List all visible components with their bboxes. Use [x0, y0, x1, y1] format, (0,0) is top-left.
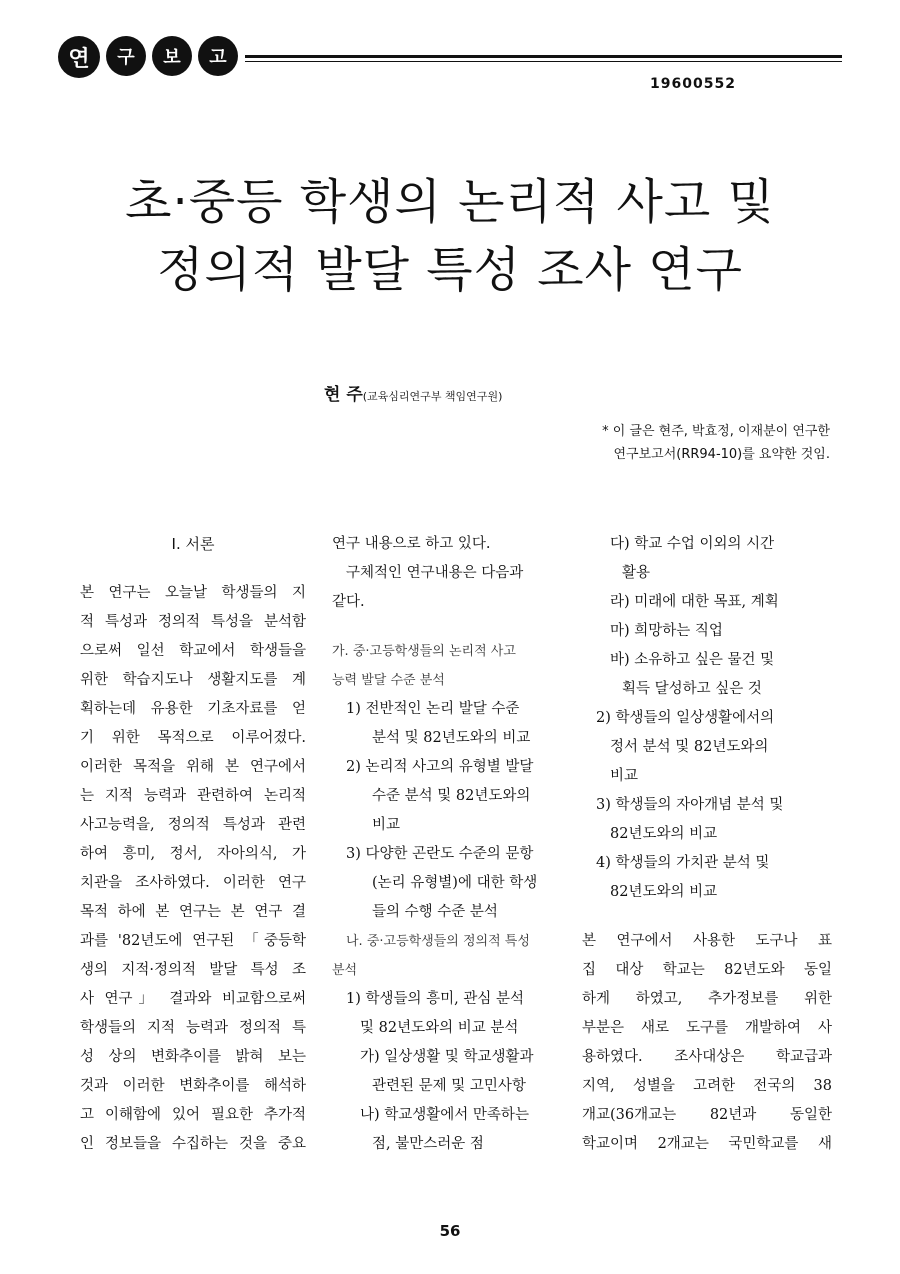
text-line: 본 연구에서 사용한 도구나 표	[582, 933, 832, 949]
text-line: 사고능력을, 정의적 특성과 관련	[80, 817, 306, 833]
list-item: 2) 논리적 사고의 유형별 발달	[346, 759, 534, 775]
text-line: 고 이해함에 있어 필요한 추가적	[80, 1107, 306, 1123]
title-line-1: 초·중등 학생의 논리적 사고 및	[125, 174, 775, 230]
sub-list-item: 바) 소유하고 싶은 물건 및	[610, 652, 775, 668]
sub-list-item: 마) 희망하는 직업	[610, 623, 723, 639]
text-line: 사 연구」 결과와 비교함으로써	[80, 991, 306, 1007]
section-badges	[58, 36, 238, 78]
list-heading-na: 나. 중·고등학생들의 정의적 특성	[346, 934, 530, 949]
text-line: 목적 하에 본 연구는 본 연구 결	[80, 904, 306, 920]
text-line: 획하는데 유용한 기초자료를 얻	[80, 701, 306, 717]
page-title	[0, 168, 900, 304]
column-3	[582, 530, 832, 1159]
text-line: 같다.	[332, 594, 365, 610]
sub-list-item-cont: 활용	[622, 565, 651, 581]
text-line: 하여 흥미, 정서, 자아의식, 가	[80, 846, 306, 862]
note-line-1: * 이 글은 현주, 박효정, 이재분이 연구한	[602, 424, 830, 439]
list-item-cont: 82년도와의 비교	[610, 826, 718, 842]
header-rule-thin	[245, 61, 842, 62]
author	[324, 380, 502, 405]
section-heading: I. 서론	[171, 535, 215, 553]
list-heading-na-cont: 분석	[332, 963, 358, 978]
list-item: 2) 학생들의 일상생활에서의	[596, 710, 775, 726]
list-item-cont: 수준 분석 및 82년도와의	[372, 788, 531, 804]
text-line: 성 상의 변화추이를 밝혀 보는	[80, 1049, 306, 1065]
text-line: 구체적인 연구내용은 다음과	[346, 565, 524, 581]
sub-list-item: 나) 학교생활에서 만족하는	[360, 1107, 529, 1123]
section-badge-2: 구	[106, 36, 146, 76]
spacer	[332, 617, 564, 637]
text-line: 생의 지적·정의적 발달 특성 조	[80, 962, 306, 978]
list-item: 3) 다양한 곤란도 수준의 문항	[346, 846, 534, 862]
text-line: 것과 이러한 변화추이를 해석하	[80, 1078, 306, 1094]
document-id: 19600552	[650, 76, 736, 92]
text-line: 기 위한 목적으로 이루어졌다.	[80, 730, 306, 746]
page-number: 56	[439, 1222, 461, 1240]
text-line: 치관을 조사하였다. 이러한 연구	[80, 875, 306, 891]
list-item-cont: 분석 및 82년도와의 비교	[372, 730, 531, 746]
list-item-cont: 82년도와의 비교	[610, 884, 718, 900]
list-heading-ga-cont: 능력 발달 수준 분석	[332, 673, 445, 688]
list-item-cont: (논리 유형별)에 대한 학생	[372, 875, 538, 891]
text-line: 개교(36개교는 82년과 동일한	[582, 1107, 832, 1123]
list-item-cont: 들의 수행 수준 분석	[372, 904, 498, 920]
title-line-2: 정의적 발달 특성 조사 연구	[156, 242, 744, 298]
text-line: 으로써 일선 학교에서 학생들을	[80, 643, 306, 659]
text-line: 집 대상 학교는 82년도와 동일	[582, 962, 832, 978]
list-item: 1) 전반적인 논리 발달 수준	[346, 701, 520, 717]
list-item: 4) 학생들의 가치관 분석 및	[596, 855, 770, 871]
list-item: 1) 학생들의 흥미, 관심 분석	[346, 991, 524, 1007]
section-badge-1: 연	[58, 36, 100, 78]
author-name: 현 주	[324, 385, 363, 405]
note-line-2: 연구보고서(RR94-10)를 요약한 것임.	[613, 447, 830, 462]
list-item: 3) 학생들의 자아개념 분석 및	[596, 797, 784, 813]
section-badge-3: 보	[152, 36, 192, 76]
text-line: 이러한 목적을 위해 본 연구에서	[80, 759, 306, 775]
text-line: 용하였다. 조사대상은 학교급과	[582, 1049, 832, 1065]
column-1	[80, 530, 306, 1159]
column-2	[332, 530, 564, 1159]
text-line: 지역, 성별을 고려한 전국의 38	[582, 1078, 832, 1094]
sub-list-item-cont: 획득 달성하고 싶은 것	[622, 681, 762, 697]
summary-note	[602, 420, 830, 466]
author-affiliation: (교육심리연구부 책임연구원)	[362, 390, 503, 403]
sub-list-item-cont: 점, 불만스러운 점	[372, 1136, 484, 1152]
text-line: 하게 하였고, 추가정보를 위한	[582, 991, 832, 1007]
text-line: 본 연구는 오늘날 학생들의 지	[80, 585, 306, 601]
text-line: 학생들의 지적 능력과 정의적 특	[80, 1020, 306, 1036]
header-rule	[245, 55, 842, 58]
section-badge-4: 고	[198, 36, 238, 76]
text-line: 부분은 새로 도구를 개발하여 사	[582, 1020, 832, 1036]
text-line: 인 정보들을 수집하는 것을 중요	[80, 1136, 306, 1152]
list-item-cont: 정서 분석 및 82년도와의	[610, 739, 769, 755]
list-item-cont: 비교	[610, 768, 639, 784]
spacer	[582, 907, 832, 927]
text-line: 는 지적 능력과 관련하여 논리적	[80, 788, 306, 804]
text-line: 과를 '82년도에 연구된 「중등학	[80, 933, 306, 949]
sub-list-item: 라) 미래에 대한 목표, 계획	[610, 594, 779, 610]
sub-list-item: 다) 학교 수업 이외의 시간	[610, 536, 775, 552]
sub-list-item-cont: 관련된 문제 및 고민사항	[372, 1078, 526, 1094]
text-line: 학교이며 2개교는 국민학교를 새	[582, 1136, 832, 1152]
list-item-cont: 및 82년도와의 비교 분석	[360, 1020, 519, 1036]
text-line: 연구 내용으로 하고 있다.	[332, 536, 491, 552]
sub-list-item: 가) 일상생활 및 학교생활과	[360, 1049, 534, 1065]
list-item-cont: 비교	[372, 817, 401, 833]
list-heading-ga: 가. 중·고등학생들의 논리적 사고	[332, 644, 516, 659]
text-line: 적 특성과 정의적 특성을 분석함	[80, 614, 306, 630]
text-line: 위한 학습지도나 생활지도를 계	[80, 672, 306, 688]
